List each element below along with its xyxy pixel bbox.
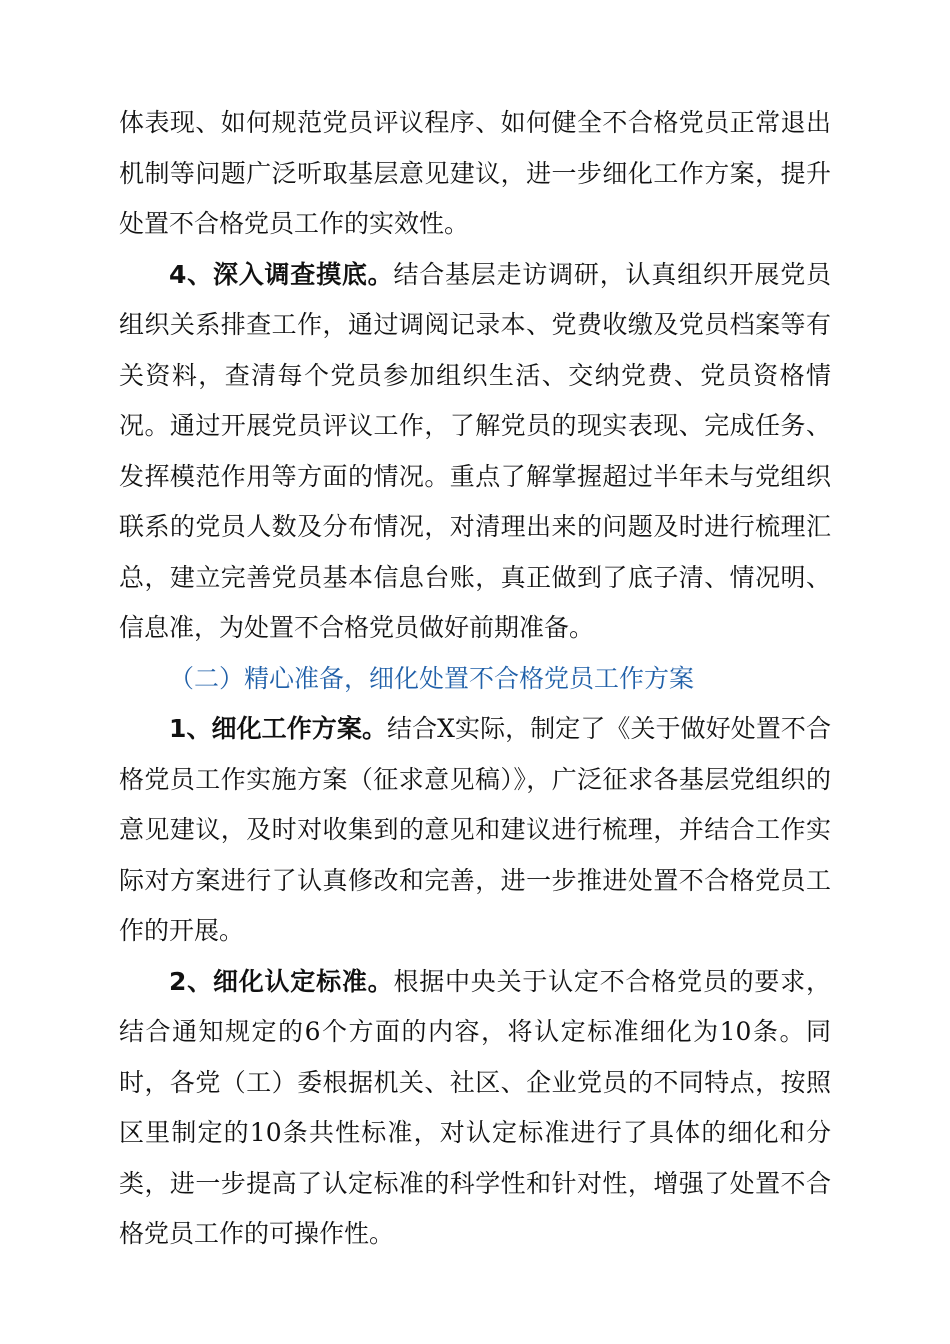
paragraph-lead: 1、细化工作方案。: [169, 714, 388, 743]
paragraph-text: 结合基层走访调研，认真组织开展党员组织关系排查工作，通过调阅记录本、党费收缴及党员档案等有关资料，查清每个党员参加组织生活、交纳党费、党员资格情况。通过开展党员评议工作，了解党员的现实表现、完成任务、发挥模范作用等方面的情况。重点了解掌握超过半年未与党组织联系的党员人数及分布情况，对清理出来的问题及时进行梳理汇总，建立完善党员基本信息台账，真正做到了底子清、情况明、信息准，为处置不合格党员做好前期准备。: [119, 259, 831, 642]
paragraph-investigation: [119, 250, 831, 654]
paragraph-text: 结合X实际，制定了《关于做好处置不合格党员工作实施方案（征求意见稿）》，广泛征求各基层党组织的意见建议，及时对收集到的意见和建议进行梳理，并结合工作实际对方案进行了认真修改和完善，进一步推进处置不合格党员工作的开展。: [119, 714, 831, 945]
paragraph-work-plan: [119, 704, 831, 957]
paragraph-lead: 4、深入调查摸底。: [169, 259, 394, 289]
paragraph-text: 根据中央关于认定不合格党员的要求，结合通知规定的6个方面的内容，将认定标准细化为10条。同时，各党（工）委根据机关、社区、企业党员的不同特点，按照区里制定的10条共性标准，对认定标准进行了具体的细化和分类，进一步提高了认定标准的科学性和针对性，增强了处置不合格党员工作的可操作性。: [119, 966, 831, 1248]
paragraph-text: 体表现、如何规范党员评议程序、如何健全不合格党员正常退出机制等问题广泛听取基层意见建议，进一步细化工作方案，提升处置不合格党员工作的实效性。: [119, 108, 831, 238]
section-heading: （二）精心准备，细化处置不合格党员工作方案: [169, 663, 695, 693]
paragraph-standards: [119, 957, 831, 1260]
document-page: [119, 98, 831, 1260]
paragraph-lead: 2、细化认定标准。: [169, 966, 394, 996]
paragraph-continuation: [119, 98, 831, 250]
